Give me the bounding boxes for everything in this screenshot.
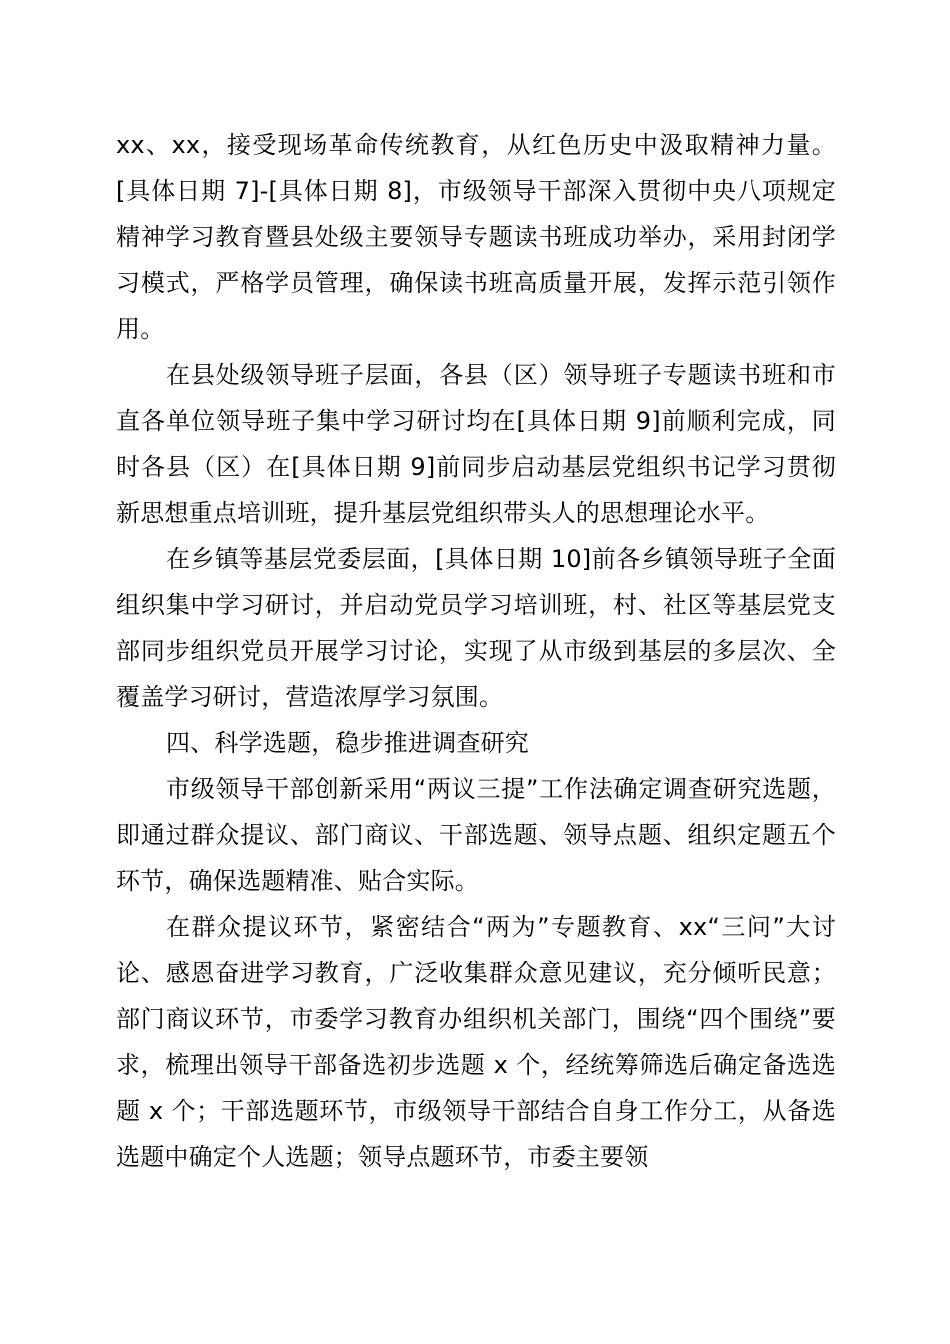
paragraph-5: 市级领导干部创新采用“两议三提”工作法确定调查研究选题，即通过群众提议、部门商议、干部选题、领导点题、组织定题五个环节，确保选题精准、贴合实际。 — [116, 775, 836, 895]
paragraph-3: 在乡镇等基层党委层面，[具体日期 10]前各乡镇领导班子全面组织集中学习研讨，并启动党员学习培训班，村、社区等基层党支部同步组织党员开展学习讨论，实现了从市级到基层的多层次、全覆盖学习研讨，营造浓厚学习氛围。 — [116, 545, 836, 711]
section-heading: 四、科学选题，稳步推进调查研究 — [166, 729, 529, 757]
paragraph-6: 在群众提议环节，紧密结合“两为”专题教育、xx“三问”大讨论、感恩奋进学习教育，广泛收集群众意见建议，充分倾听民意；部门商议环节，市委学习教育办组织机关部门，围绕“四个围绕”要求，梳理出领导干部备选初步选题 x 个，经统筹筛选后确定备选选题 x 个；干部选题环节，市级领导干部结合自身工作分工，从备选选题中确定个人选题；领导点题环节，市委主要领 — [116, 913, 836, 1171]
document-body — [116, 122, 836, 1180]
paragraph-1: xx、xx，接受现场革命传统教育，从红色历史中汲取精神力量。[具体日期 7]-[具体日期 8]，市级领导干部深入贯彻中央八项规定精神学习教育暨县处级主要领导专题读书班成功举办，采用封闭学习模式，严格学员管理，确保读书班高质量开展，发挥示范引领作用。 — [116, 131, 836, 343]
paragraph-2: 在县处级领导班子层面，各县（区）领导班子专题读书班和市直各单位领导班子集中学习研讨均在[具体日期 9]前顺利完成，同时各县（区）在[具体日期 9]前同步启动基层党组织书记学习贯彻新思想重点培训班，提升基层党组织带头人的思想理论水平。 — [116, 361, 836, 527]
